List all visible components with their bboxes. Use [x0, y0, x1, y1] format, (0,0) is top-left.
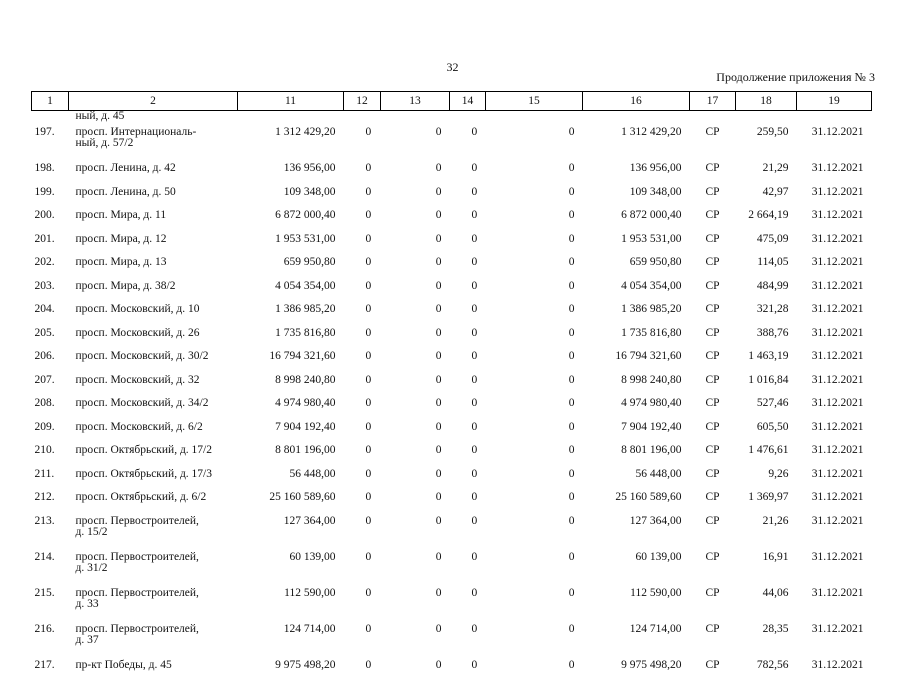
col-15-value: 0 — [486, 371, 583, 395]
col-12-value: 0 — [344, 324, 381, 348]
col-18-value: 484,99 — [736, 277, 797, 301]
col-15-value: 0 — [486, 277, 583, 301]
col-19-value: 31.12.2021 — [797, 159, 872, 183]
col-19-value: 31.12.2021 — [797, 584, 872, 620]
col-14-value: 0 — [450, 324, 486, 348]
col-11-value: 124 714,00 — [238, 620, 344, 656]
address — [69, 253, 238, 277]
col-14-value: 0 — [450, 123, 486, 159]
table-row — [32, 441, 872, 465]
col-13-value: 0 — [381, 394, 450, 418]
col-13-value: 0 — [381, 277, 450, 301]
address-line-2: ный, д. 57/2 — [76, 138, 238, 149]
row-number: 207. — [32, 371, 69, 395]
col-19-value: 31.12.2021 — [797, 488, 872, 512]
row-number: 216. — [32, 620, 69, 656]
continuation-caption: Продолжение приложения № 3 — [716, 70, 875, 85]
col-19-value: 31.12.2021 — [797, 230, 872, 254]
col-17-value: СР — [690, 548, 736, 584]
address — [69, 656, 238, 679]
table-row — [32, 656, 872, 679]
col-11-value: 60 139,00 — [238, 548, 344, 584]
col-16-value: 659 950,80 — [583, 253, 690, 277]
col-11-value: 659 950,80 — [238, 253, 344, 277]
address-line-1: просп. Ленина, д. 42 — [76, 163, 238, 174]
col-12-value: 0 — [344, 418, 381, 442]
address — [69, 488, 238, 512]
table-row — [32, 512, 872, 548]
col-18-value: 475,09 — [736, 230, 797, 254]
col-11-value: 112 590,00 — [238, 584, 344, 620]
col-12-value: 0 — [344, 277, 381, 301]
col-13-value: 0 — [381, 512, 450, 548]
address — [69, 230, 238, 254]
col-13-value: 0 — [381, 548, 450, 584]
col-15-value: 0 — [486, 584, 583, 620]
col-17-value: СР — [690, 512, 736, 548]
col-15-value: 0 — [486, 324, 583, 348]
col-17-value: СР — [690, 441, 736, 465]
address — [69, 465, 238, 489]
col-19-value: 31.12.2021 — [797, 123, 872, 159]
col-13-value: 0 — [381, 371, 450, 395]
col-18-value: 527,46 — [736, 394, 797, 418]
col-14-value: 0 — [450, 347, 486, 371]
col-header: 14 — [450, 92, 486, 111]
col-12-value: 0 — [344, 656, 381, 679]
row-number: 212. — [32, 488, 69, 512]
col-14-value: 0 — [450, 620, 486, 656]
row-number: 198. — [32, 159, 69, 183]
col-19-value: 31.12.2021 — [797, 465, 872, 489]
row-number: 197. — [32, 123, 69, 159]
address — [69, 159, 238, 183]
col-14-value: 0 — [450, 488, 486, 512]
col-15-value: 0 — [486, 620, 583, 656]
address — [69, 584, 238, 620]
col-15-value: 0 — [486, 656, 583, 679]
col-16-value: 6 872 000,40 — [583, 206, 690, 230]
col-14-value: 0 — [450, 465, 486, 489]
col-12-value: 0 — [344, 371, 381, 395]
address-line-1: просп. Первостроителей, — [76, 624, 238, 635]
col-header: 19 — [797, 92, 872, 111]
col-16-value: 4 974 980,40 — [583, 394, 690, 418]
address-line-1: просп. Октябрьский, д. 17/2 — [76, 445, 238, 456]
col-11-value: 16 794 321,60 — [238, 347, 344, 371]
col-header: 13 — [381, 92, 450, 111]
col-19-value: 31.12.2021 — [797, 253, 872, 277]
address — [69, 277, 238, 301]
col-12-value: 0 — [344, 206, 381, 230]
col-15-value: 0 — [486, 512, 583, 548]
col-19-value: 31.12.2021 — [797, 656, 872, 679]
col-11-value: 8 998 240,80 — [238, 371, 344, 395]
col-17-value: СР — [690, 620, 736, 656]
col-header: 12 — [344, 92, 381, 111]
col-12-value: 0 — [344, 183, 381, 207]
address-line-1: просп. Интернациональ- — [76, 127, 238, 138]
col-17-value: СР — [690, 206, 736, 230]
address-line-1: просп. Первостроителей, — [76, 552, 238, 563]
col-11-value: 109 348,00 — [238, 183, 344, 207]
col-18-value: 16,91 — [736, 548, 797, 584]
address — [69, 548, 238, 584]
col-13-value: 0 — [381, 183, 450, 207]
col-15-value: 0 — [486, 418, 583, 442]
table-row — [32, 548, 872, 584]
col-13-value: 0 — [381, 418, 450, 442]
col-15-value: 0 — [486, 230, 583, 254]
col-header: 17 — [690, 92, 736, 111]
col-19-value: 31.12.2021 — [797, 548, 872, 584]
row-number: 211. — [32, 465, 69, 489]
address-line-1: просп. Московский, д. 34/2 — [76, 398, 238, 409]
col-13-value: 0 — [381, 465, 450, 489]
address-line-1: просп. Московский, д. 32 — [76, 375, 238, 386]
col-15-value: 0 — [486, 441, 583, 465]
address-line-2: д. 33 — [76, 599, 238, 610]
col-18-value: 605,50 — [736, 418, 797, 442]
col-19-value: 31.12.2021 — [797, 324, 872, 348]
col-19-value: 31.12.2021 — [797, 620, 872, 656]
address-line-2: д. 37 — [76, 635, 238, 646]
col-18-value: 321,28 — [736, 300, 797, 324]
col-11-value: 4 054 354,00 — [238, 277, 344, 301]
col-13-value: 0 — [381, 230, 450, 254]
col-18-value: 782,56 — [736, 656, 797, 679]
header-row — [32, 92, 872, 111]
address-line-1: просп. Мира, д. 12 — [76, 234, 238, 245]
col-13-value: 0 — [381, 347, 450, 371]
col-13-value: 0 — [381, 159, 450, 183]
carryover-text: ный, д. 45 — [69, 111, 238, 124]
col-12-value: 0 — [344, 123, 381, 159]
col-18-value: 2 664,19 — [736, 206, 797, 230]
col-17-value: СР — [690, 656, 736, 679]
col-18-value: 1 476,61 — [736, 441, 797, 465]
col-17-value: СР — [690, 277, 736, 301]
col-11-value: 9 975 498,20 — [238, 656, 344, 679]
col-14-value: 0 — [450, 159, 486, 183]
col-15-value: 0 — [486, 347, 583, 371]
data-table — [31, 91, 872, 679]
col-12-value: 0 — [344, 465, 381, 489]
col-19-value: 31.12.2021 — [797, 371, 872, 395]
col-18-value: 114,05 — [736, 253, 797, 277]
col-header: 18 — [736, 92, 797, 111]
col-18-value: 1 016,84 — [736, 371, 797, 395]
address-line-1: просп. Московский, д. 30/2 — [76, 351, 238, 362]
col-19-value: 31.12.2021 — [797, 300, 872, 324]
col-18-value: 28,35 — [736, 620, 797, 656]
col-14-value: 0 — [450, 441, 486, 465]
table-row — [32, 277, 872, 301]
col-13-value: 0 — [381, 123, 450, 159]
col-14-value: 0 — [450, 418, 486, 442]
col-11-value: 56 448,00 — [238, 465, 344, 489]
col-14-value: 0 — [450, 394, 486, 418]
address — [69, 183, 238, 207]
row-number: 205. — [32, 324, 69, 348]
address-line-1: просп. Октябрьский, д. 17/3 — [76, 469, 238, 480]
col-19-value: 31.12.2021 — [797, 394, 872, 418]
col-12-value: 0 — [344, 620, 381, 656]
col-11-value: 25 160 589,60 — [238, 488, 344, 512]
carryover-row — [32, 111, 872, 124]
col-16-value: 8 801 196,00 — [583, 441, 690, 465]
address-line-1: просп. Московский, д. 10 — [76, 304, 238, 315]
address — [69, 620, 238, 656]
col-12-value: 0 — [344, 512, 381, 548]
row-number: 213. — [32, 512, 69, 548]
table-row — [32, 394, 872, 418]
col-16-value: 4 054 354,00 — [583, 277, 690, 301]
col-header: 1 — [32, 92, 69, 111]
col-13-value: 0 — [381, 324, 450, 348]
col-11-value: 7 904 192,40 — [238, 418, 344, 442]
col-16-value: 8 998 240,80 — [583, 371, 690, 395]
row-number: 215. — [32, 584, 69, 620]
col-18-value: 1 463,19 — [736, 347, 797, 371]
col-18-value: 42,97 — [736, 183, 797, 207]
page-number: 32 — [0, 60, 905, 75]
col-12-value: 0 — [344, 253, 381, 277]
col-17-value: СР — [690, 159, 736, 183]
col-16-value: 25 160 589,60 — [583, 488, 690, 512]
table-row — [32, 206, 872, 230]
col-17-value: СР — [690, 230, 736, 254]
col-17-value: СР — [690, 123, 736, 159]
col-16-value: 124 714,00 — [583, 620, 690, 656]
col-16-value: 1 386 985,20 — [583, 300, 690, 324]
table-row — [32, 584, 872, 620]
col-14-value: 0 — [450, 206, 486, 230]
col-15-value: 0 — [486, 394, 583, 418]
table-row — [32, 300, 872, 324]
table-row — [32, 620, 872, 656]
col-14-value: 0 — [450, 253, 486, 277]
address — [69, 418, 238, 442]
col-13-value: 0 — [381, 488, 450, 512]
col-16-value: 136 956,00 — [583, 159, 690, 183]
row-number: 209. — [32, 418, 69, 442]
table-row — [32, 230, 872, 254]
address-line-2: д. 15/2 — [76, 527, 238, 538]
col-13-value: 0 — [381, 656, 450, 679]
col-17-value: СР — [690, 418, 736, 442]
col-11-value: 6 872 000,40 — [238, 206, 344, 230]
col-15-value: 0 — [486, 123, 583, 159]
address-line-1: просп. Мира, д. 13 — [76, 257, 238, 268]
address — [69, 441, 238, 465]
row-number: 200. — [32, 206, 69, 230]
col-18-value: 21,29 — [736, 159, 797, 183]
col-12-value: 0 — [344, 488, 381, 512]
col-14-value: 0 — [450, 548, 486, 584]
col-15-value: 0 — [486, 465, 583, 489]
table-row — [32, 371, 872, 395]
address-line-1: просп. Мира, д. 11 — [76, 210, 238, 221]
col-16-value: 7 904 192,40 — [583, 418, 690, 442]
row-number: 208. — [32, 394, 69, 418]
row-number: 202. — [32, 253, 69, 277]
row-number: 203. — [32, 277, 69, 301]
col-13-value: 0 — [381, 206, 450, 230]
row-number: 214. — [32, 548, 69, 584]
col-17-value: СР — [690, 465, 736, 489]
address-line-1: просп. Московский, д. 26 — [76, 328, 238, 339]
table-row — [32, 183, 872, 207]
col-header: 16 — [583, 92, 690, 111]
col-13-value: 0 — [381, 441, 450, 465]
col-header: 2 — [69, 92, 238, 111]
col-18-value: 388,76 — [736, 324, 797, 348]
col-17-value: СР — [690, 584, 736, 620]
col-15-value: 0 — [486, 253, 583, 277]
address-line-2: д. 31/2 — [76, 563, 238, 574]
col-11-value: 1 953 531,00 — [238, 230, 344, 254]
col-header: 15 — [486, 92, 583, 111]
col-18-value: 9,26 — [736, 465, 797, 489]
col-16-value: 16 794 321,60 — [583, 347, 690, 371]
address-line-1: просп. Первостроителей, — [76, 588, 238, 599]
col-19-value: 31.12.2021 — [797, 277, 872, 301]
col-14-value: 0 — [450, 277, 486, 301]
col-19-value: 31.12.2021 — [797, 441, 872, 465]
address — [69, 512, 238, 548]
table-row — [32, 253, 872, 277]
col-17-value: СР — [690, 347, 736, 371]
col-12-value: 0 — [344, 347, 381, 371]
col-11-value: 4 974 980,40 — [238, 394, 344, 418]
col-16-value: 127 364,00 — [583, 512, 690, 548]
col-17-value: СР — [690, 488, 736, 512]
col-18-value: 21,26 — [736, 512, 797, 548]
col-12-value: 0 — [344, 394, 381, 418]
col-17-value: СР — [690, 324, 736, 348]
col-16-value: 1 735 816,80 — [583, 324, 690, 348]
col-14-value: 0 — [450, 371, 486, 395]
col-16-value: 109 348,00 — [583, 183, 690, 207]
col-15-value: 0 — [486, 159, 583, 183]
address — [69, 394, 238, 418]
col-16-value: 56 448,00 — [583, 465, 690, 489]
col-19-value: 31.12.2021 — [797, 512, 872, 548]
col-12-value: 0 — [344, 441, 381, 465]
col-11-value: 1 735 816,80 — [238, 324, 344, 348]
col-19-value: 31.12.2021 — [797, 183, 872, 207]
col-14-value: 0 — [450, 512, 486, 548]
col-12-value: 0 — [344, 548, 381, 584]
col-15-value: 0 — [486, 206, 583, 230]
col-19-value: 31.12.2021 — [797, 418, 872, 442]
col-16-value: 112 590,00 — [583, 584, 690, 620]
col-17-value: СР — [690, 371, 736, 395]
address — [69, 206, 238, 230]
col-14-value: 0 — [450, 584, 486, 620]
col-19-value: 31.12.2021 — [797, 347, 872, 371]
col-17-value: СР — [690, 394, 736, 418]
col-13-value: 0 — [381, 584, 450, 620]
col-16-value: 60 139,00 — [583, 548, 690, 584]
col-16-value: 9 975 498,20 — [583, 656, 690, 679]
col-header: 11 — [238, 92, 344, 111]
col-14-value: 0 — [450, 183, 486, 207]
table-row — [32, 324, 872, 348]
table-row — [32, 159, 872, 183]
address — [69, 123, 238, 159]
row-number: 210. — [32, 441, 69, 465]
address — [69, 347, 238, 371]
address — [69, 371, 238, 395]
col-13-value: 0 — [381, 620, 450, 656]
col-18-value: 1 369,97 — [736, 488, 797, 512]
col-14-value: 0 — [450, 300, 486, 324]
col-12-value: 0 — [344, 300, 381, 324]
col-12-value: 0 — [344, 230, 381, 254]
col-16-value: 1 953 531,00 — [583, 230, 690, 254]
address — [69, 324, 238, 348]
table-row — [32, 418, 872, 442]
col-11-value: 136 956,00 — [238, 159, 344, 183]
col-15-value: 0 — [486, 548, 583, 584]
address-line-1: просп. Мира, д. 38/2 — [76, 281, 238, 292]
address-line-1: пр-кт Победы, д. 45 — [76, 660, 238, 671]
col-15-value: 0 — [486, 300, 583, 324]
col-14-value: 0 — [450, 656, 486, 679]
col-15-value: 0 — [486, 183, 583, 207]
col-17-value: СР — [690, 253, 736, 277]
col-19-value: 31.12.2021 — [797, 206, 872, 230]
table-row — [32, 465, 872, 489]
address-line-1: просп. Московский, д. 6/2 — [76, 422, 238, 433]
col-18-value: 44,06 — [736, 584, 797, 620]
address — [69, 300, 238, 324]
col-12-value: 0 — [344, 584, 381, 620]
row-number: 204. — [32, 300, 69, 324]
address-line-1: просп. Октябрьский, д. 6/2 — [76, 492, 238, 503]
col-11-value: 127 364,00 — [238, 512, 344, 548]
table-row — [32, 488, 872, 512]
col-15-value: 0 — [486, 488, 583, 512]
row-number: 206. — [32, 347, 69, 371]
col-13-value: 0 — [381, 253, 450, 277]
col-13-value: 0 — [381, 300, 450, 324]
row-number: 217. — [32, 656, 69, 679]
address-line-1: просп. Первостроителей, — [76, 516, 238, 527]
col-16-value: 1 312 429,20 — [583, 123, 690, 159]
col-12-value: 0 — [344, 159, 381, 183]
address-line-1: просп. Ленина, д. 50 — [76, 187, 238, 198]
col-11-value: 8 801 196,00 — [238, 441, 344, 465]
row-number: 201. — [32, 230, 69, 254]
table-row — [32, 123, 872, 159]
col-17-value: СР — [690, 300, 736, 324]
col-14-value: 0 — [450, 230, 486, 254]
col-17-value: СР — [690, 183, 736, 207]
col-11-value: 1 386 985,20 — [238, 300, 344, 324]
col-18-value: 259,50 — [736, 123, 797, 159]
table-row — [32, 347, 872, 371]
row-number: 199. — [32, 183, 69, 207]
col-11-value: 1 312 429,20 — [238, 123, 344, 159]
